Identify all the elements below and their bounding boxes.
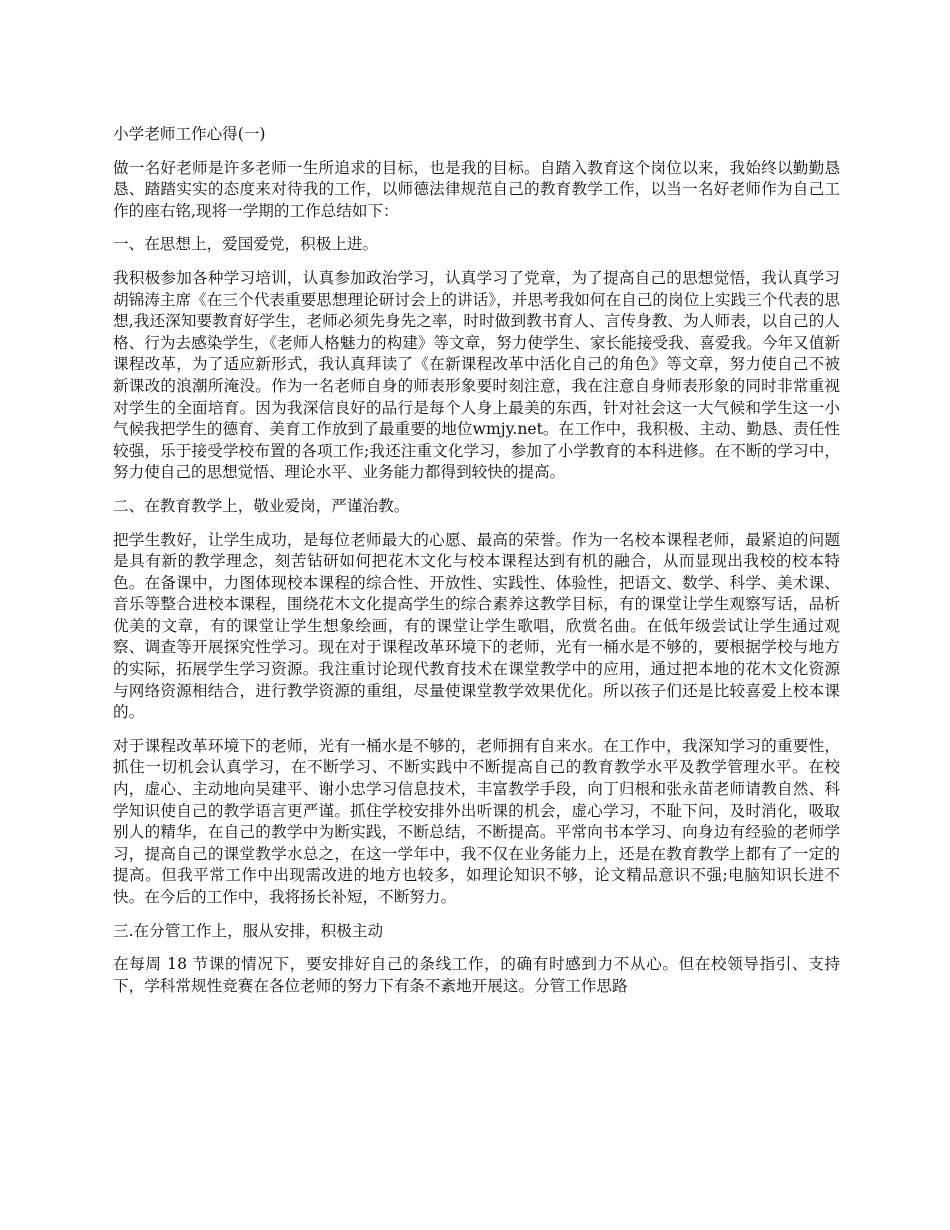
body-paragraph-management: 在每周 18 节课的情况下，要安排好自己的条线工作，的确有时感到力不从心。但在校领导指引、支持下，学科常规性竞赛在各位老师的努力下有条不紊地开展这。分管工作思路 — [113, 955, 840, 995]
intro-paragraph: 做一名好老师是许多老师一生所追求的目标，也是我的目标。自踏入教育这个岗位以来，我始终以勤勤恳恳、踏踏实实的态度来对待我的工作，以师德法律规范自己的教育教学工作，以当一名好老师作为自己工作的座右铭,现将一学期的工作总结如下： — [113, 158, 840, 220]
section-heading-teaching: 二、在教育教学上，敬业爱岗，严谨治教。 — [113, 496, 410, 515]
document-page — [113, 124, 840, 1009]
body-paragraph-teaching: 把学生教好，让学生成功，是每位老师最大的心愿、最高的荣誉。作为一名校本课程老师，最紧迫的问题是具有新的教学理念，刻苦钻研如何把花木文化与校本课程达到有机的融合，从而显现出我校的校本特色。在备课中，力图体现校本课程的综合性、开放性、实践性、体验性，把语文、数学、科学、美术课、音乐等整合进校本课程，围绕花木文化提高学生的综合素养这教学目标，有的课堂让学生观察写话，品析优美的文章，有的课堂让学生想象绘画，有的课堂让学生歌唱，欣赏名曲。在低年级尝试让学生通过观察、调查等开展探究性学习。现在对于课程改革环境下的老师，光有一桶水是不够的，要根据学校与地方的实际，拓展学生学习资源。我注重讨论现代教育技术在课堂教学中的应用，通过把本地的花木文化资源与网络资源相结合，进行教学资源的重组，尽量使课堂教学效果优化。所以孩子们还是比较喜爱上校本课的。 — [113, 530, 840, 722]
section-heading-thought: 一、在思想上，爱国爱党，积极上进。 — [113, 235, 379, 254]
section-heading-management: 三.在分管工作上，服从安排，积极主动 — [113, 921, 384, 940]
body-paragraph-thought: 我积极参加各种学习培训，认真参加政治学习，认真学习了党章，为了提高自己的思想觉悟，我认真学习胡锦涛主席《在三个代表重要思想理论研讨会上的讲话》，并思考我如何在自己的岗位上实践三个代表的思想,我还深知要教育好学生，老师必须先身先之率，时时做到教书育人、言传身教、为人师表，以自己的人格、行为去感染学生，《老师人格魅力的构建》等文章，努力使学生、家长能接受我、喜爱我。今年又值新课程改革，为了适应新形式，我认真拜读了《在新课程改革中活化自己的角色》等文章，努力使自己不被新课改的浪潮所淹没。作为一名老师自身的师表形象要时刻注意，我在注意自身师表形象的同时非常重视对学生的全面培育。因为我深信良好的品行是每个人身上最美的东西，针对社会这一大气候和学生这一小气候我把学生的德育、美育工作放到了最重要的地位wmjy.net。在工作中，我积极、主动、勤恳、责任性较强，乐于接受学校布置的各项工作;我还注重文化学习，参加了小学教育的本科进修。在不断的学习中，努力使自己的思想觉悟、理论水平、业务能力都得到较快的提高。 — [113, 268, 840, 482]
body-paragraph-learning: 对于课程改革环境下的老师，光有一桶水是不够的，老师拥有自来水。在工作中，我深知学习的重要性，抓住一切机会认真学习，在不断学习、不断实践中不断提高自己的教育教学水平及教学管理水平。在校内，虚心、主动地向吴建平、谢小忠学习信息技术，丰富教学手段，向丁归根和张永苗老师请教自然、科学知识使自己的教学语言更严谨。抓住学校安排外出听课的机会，虚心学习，不耻下问，及时消化，吸取别人的精华，在自己的教学中为断实践，不断总结，不断提高。平常向书本学习、向身边有经验的老师学习，提高自己的课堂教学水总之，在这一学年中，我不仅在业务能力上，还是在教育教学上都有了一定的提高。但我平常工作中出现需改进的地方也较多，如理论知识不够，论文精品意识不强;电脑知识长进不快。在今后的工作中，我将扬长补短，不断努力。 — [113, 736, 840, 906]
document-title: 小学老师工作心得(一) — [113, 125, 266, 143]
